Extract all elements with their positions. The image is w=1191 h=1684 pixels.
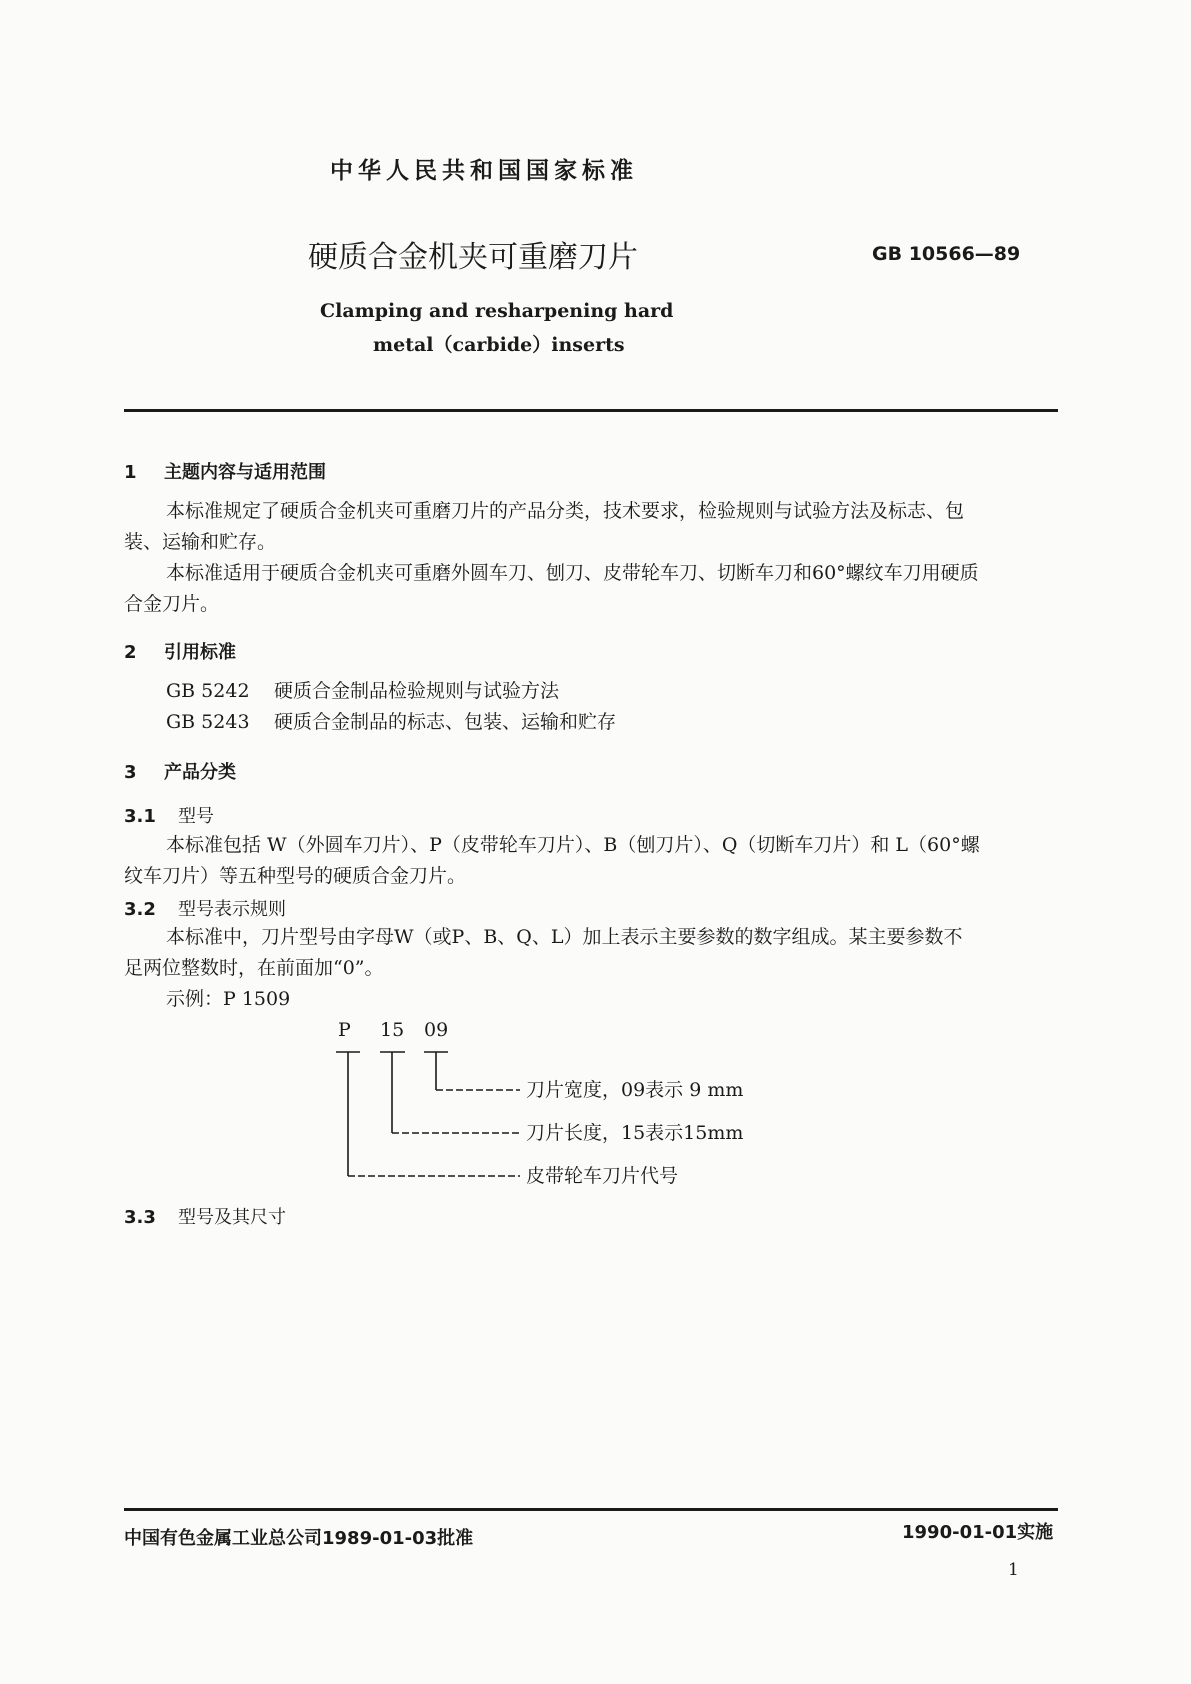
reference-code: GB 5243 [166, 711, 250, 733]
document-title-cn: 硬质合金机夹可重磨刀片 [308, 240, 638, 275]
subsection-title: 型号及其尺寸 [178, 1207, 286, 1228]
example-label: 示例：P 1509 [166, 988, 291, 1010]
subsection-number: 3.1 [124, 806, 156, 827]
diagram-label-width: 刀片宽度，09表示 9 mm [526, 1079, 744, 1101]
standard-code: GB 10566—89 [872, 243, 1021, 265]
diagram-label-length: 刀片长度，15表示15mm [526, 1122, 744, 1144]
approval-statement: 中国有色金属工业总公司1989-01-03批准 [124, 1528, 474, 1549]
effective-date: 1990-01-01实施 [902, 1522, 1054, 1543]
paragraph-scope-line2: 装、运输和贮存。 [124, 531, 277, 553]
subsection-3-3-heading [124, 1203, 286, 1229]
footer-divider [124, 1508, 1058, 1511]
section-number: 3 [124, 762, 137, 783]
paragraph-applicability-line1: 本标准适用于硬质合金机夹可重磨外圆车刀、刨刀、皮带轮车刀、切断车刀和60°螺纹车刀用硬质 [166, 562, 979, 584]
paragraph-rule-line2: 足两位整数时，在前面加“0”。 [124, 957, 384, 979]
diagram-part-width: 09 [424, 1019, 449, 1041]
diagram-label-code: 皮带轮车刀片代号 [526, 1165, 679, 1187]
diagram-part-length: 15 [380, 1019, 405, 1041]
paragraph-applicability-line2: 合金刀片。 [124, 593, 220, 615]
paragraph-rule-line1: 本标准中，刀片型号由字母W（或P、B、Q、L）加上表示主要参数的数字组成。某主要参数不 [166, 926, 963, 948]
reference-name: 硬质合金制品检验规则与试验方法 [274, 680, 560, 702]
subsection-title: 型号 [178, 806, 214, 827]
document-title-en-line2: metal（carbide）inserts [373, 334, 625, 356]
paragraph-scope-line1: 本标准规定了硬质合金机夹可重磨刀片的产品分类，技术要求，检验规则与试验方法及标志、包 [166, 500, 965, 522]
reference-code: GB 5242 [166, 680, 250, 702]
subsection-number: 3.2 [124, 899, 156, 920]
document-title-en-line1: Clamping and resharpening hard [320, 300, 674, 322]
subsection-number: 3.3 [124, 1207, 156, 1228]
diagram-part-letter: P [338, 1019, 351, 1041]
reference-name: 硬质合金制品的标志、包装、运输和贮存 [274, 711, 617, 733]
national-standard-heading: 中华人民共和国国家标准 [330, 158, 638, 184]
section-number: 2 [124, 642, 137, 663]
section-title: 主题内容与适用范围 [164, 462, 326, 483]
section-title: 产品分类 [164, 762, 236, 783]
section-title: 引用标准 [164, 642, 236, 663]
paragraph-models-line2: 纹车刀片）等五种型号的硬质合金刀片。 [124, 865, 467, 887]
subsection-title: 型号表示规则 [178, 899, 286, 920]
page-number: 1 [1008, 1560, 1019, 1580]
section-number: 1 [124, 462, 137, 483]
paragraph-models-line1: 本标准包括 W（外圆车刀片）、P（皮带轮车刀片）、B（刨刀片）、Q（切断车刀片）和 L（60°螺 [166, 834, 980, 856]
